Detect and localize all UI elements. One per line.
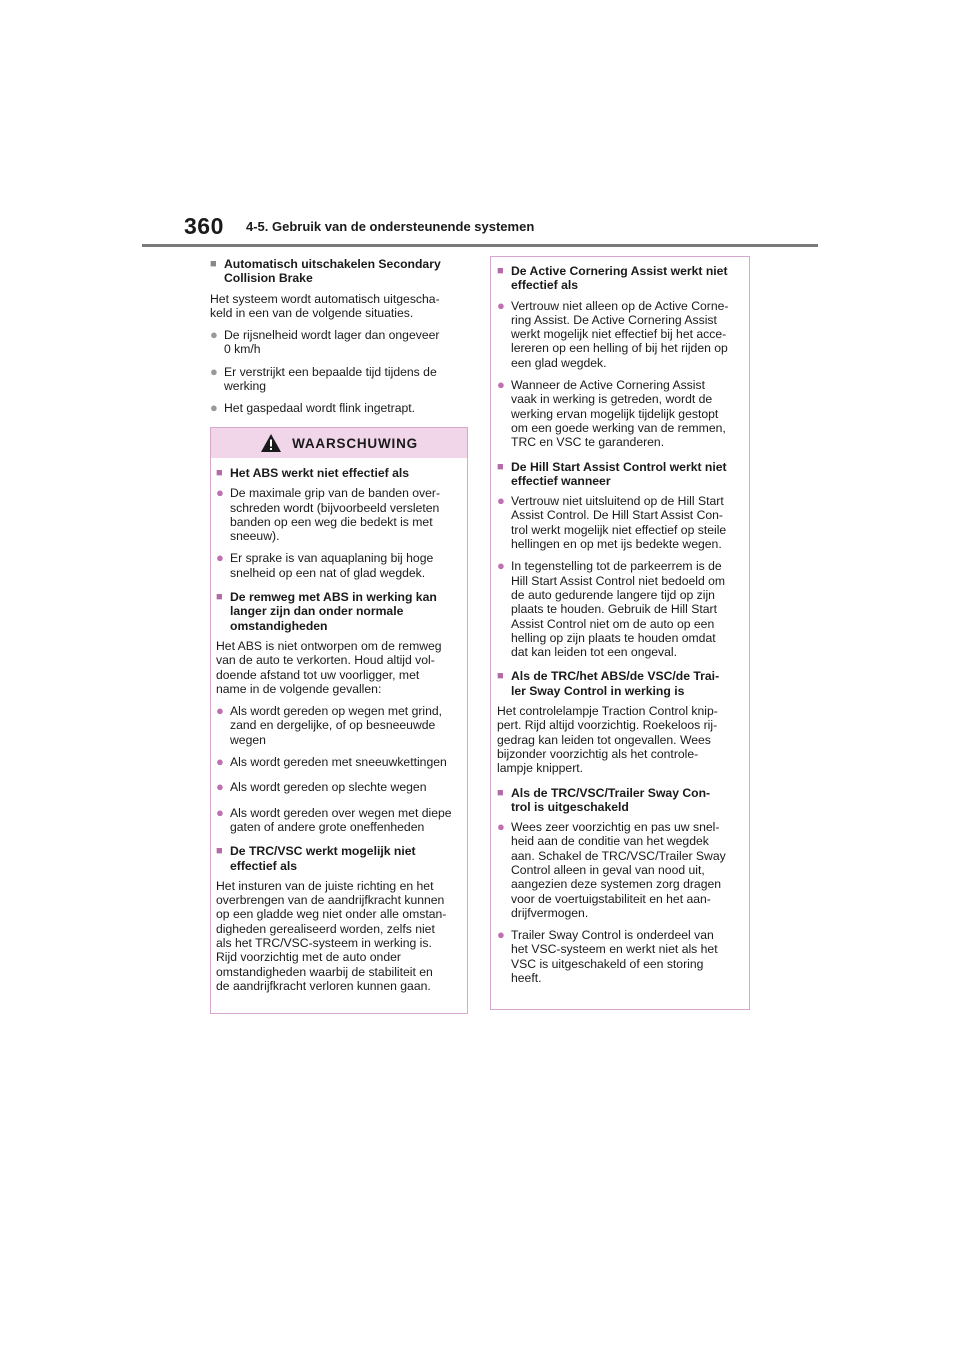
circle-bullet-icon: ● xyxy=(216,703,224,719)
circle-bullet-icon: ● xyxy=(216,779,224,795)
square-bullet-icon: ■ xyxy=(497,786,504,799)
heading-abs-not-effective xyxy=(216,466,462,480)
heading-text: De Active Cornering Assist werkt niet effectief als xyxy=(511,264,728,293)
warning-body xyxy=(211,458,467,993)
square-bullet-icon: ■ xyxy=(216,591,223,604)
square-bullet-icon: ■ xyxy=(497,265,504,277)
heading-text: Als de TRC/het ABS/de VSC/de Trai- ler Sway Control in werking is xyxy=(511,669,720,698)
paragraph: Het ABS is niet ontworpen om de remweg van de auto te verkorten. Houd altijd vol- doende afstand tot uw voorligger, met name in de volgende gevallen: xyxy=(216,638,442,696)
circle-bullet-icon: ● xyxy=(210,363,218,379)
bullet-text: Vertrouw niet alleen op de Active Corne- ring Assist. De Active Cornering Assist werkt mogelijk niet effectief bij het acce- lereren op een helling of bij het rijden op een glad wegdek. xyxy=(511,298,729,370)
right-caution-box xyxy=(490,256,750,1010)
circle-bullet-icon: ● xyxy=(210,400,218,416)
heading-trc-disabled xyxy=(497,786,743,815)
bullet-text: Wanneer de Active Cornering Assist vaak in werking is getreden, wordt de werking ervan mogelijk tijdelijk gestopt om een goede werking van de remmen, TRC en VSC te garanderen. xyxy=(511,378,726,450)
list-item xyxy=(497,820,743,920)
left-column-intro xyxy=(210,257,468,424)
bullet-text: Er verstrijkt een bepaalde tijd tijdens de werking xyxy=(224,364,437,394)
circle-bullet-icon: ● xyxy=(216,754,224,770)
list-item xyxy=(210,328,468,357)
page-number: 360 xyxy=(184,213,224,239)
warning-box xyxy=(210,427,468,1014)
paragraph: Het insturen van de juiste richting en het overbrengen van de aandrijfkracht kunnen op een gladde weg niet onder alle omstan- digheden gerealiseerd worden, zelfs niet als het TRC/VSC-systeem in werking is. Rijd voorzichtig met de auto onder omstandigheden waarbij de stabiliteit en de aandrijfkracht verloren kunnen gaan. xyxy=(216,878,447,993)
bullet-text: Wees zeer voorzichtig en pas uw snel- heid aan de conditie van het wegdek aan. Schakel de TRC/VSC/Trailer Sway Control alleen in geval van nood uit, aangezien deze systemen zorg dragen voor de voertuigstabiliteit en het aan- drijfvermogen. xyxy=(511,820,726,920)
circle-bullet-icon: ● xyxy=(497,927,505,943)
heading-text: De remweg met ABS in werking kan langer zijn dan onder normale omstandigheden xyxy=(230,590,437,633)
bullet-text: Als wordt gereden met sneeuwkettingen xyxy=(230,755,447,770)
heading-trc-vsc xyxy=(216,844,462,873)
circle-bullet-icon: ● xyxy=(497,819,505,835)
right-box-body xyxy=(491,257,749,985)
warning-title: WAARSCHUWING xyxy=(292,435,418,451)
list-item xyxy=(216,551,462,580)
bullet-text: Het gaspedaal wordt flink ingetrapt. xyxy=(224,401,416,416)
intro-paragraph: Het systeem wordt automatisch uitgescha- keld in een van de volgende situaties. xyxy=(210,291,440,320)
warning-header xyxy=(211,428,467,458)
heading-text: Het ABS werkt niet effectief als xyxy=(230,466,410,480)
circle-bullet-icon: ● xyxy=(210,327,218,343)
bullet-text: In tegenstelling tot de parkeerrem is de Hill Start Assist Control niet bedoeld om de auto gedurende langere tijd op zijn plaats te houden. Gebruik de Hill Start Assist Control niet om de auto op een helling op zijn plaats te houden omdat dat kan leiden tot een ongeval. xyxy=(511,559,726,660)
list-item xyxy=(497,494,743,551)
heading-trc-active xyxy=(497,669,743,698)
heading-hill-start xyxy=(497,460,743,489)
square-bullet-icon: ■ xyxy=(497,460,504,473)
bullet-text: De rijsnelheid wordt lager dan ongeveer 0 km/h xyxy=(224,328,440,357)
bullet-text: Als wordt gereden op slechte wegen xyxy=(230,780,427,795)
square-bullet-icon: ■ xyxy=(216,845,223,858)
heading-auto-disable xyxy=(210,257,468,286)
list-item xyxy=(216,755,462,769)
list-item xyxy=(216,704,462,747)
warning-triangle-icon xyxy=(260,433,282,453)
bullet-text: Vertrouw niet uitsluitend op de Hill Start Assist Control. De Hill Start Assist Con- trol werkt mogelijk niet effectief op steile hellingen en op met ijs bedekte wegen. xyxy=(511,494,727,552)
bullet-text: Als wordt gereden over wegen met diepe gaten of andere grote oneffenheden xyxy=(230,805,452,834)
circle-bullet-icon: ● xyxy=(216,804,224,820)
heading-text: De TRC/VSC werkt mogelijk niet effectief als xyxy=(230,844,416,873)
list-item xyxy=(210,365,468,394)
list-item xyxy=(210,401,468,415)
bullet-text: De maximale grip van de banden over- schreden wordt (bijvoorbeeld versleten banden op een weg die bedekt is met sneeuw). xyxy=(230,486,441,544)
list-item xyxy=(497,378,743,449)
list-item xyxy=(216,780,462,794)
circle-bullet-icon: ● xyxy=(497,558,505,574)
square-bullet-icon: ■ xyxy=(216,467,223,479)
heading-text: Automatisch uitschakelen Secondary Collision Brake xyxy=(224,257,441,286)
square-bullet-icon: ■ xyxy=(497,670,504,683)
circle-bullet-icon: ● xyxy=(216,485,224,501)
bullet-text: Als wordt gereden op wegen met grind, zand en dergelijke, of op besneeuwde wegen xyxy=(230,704,443,747)
bullet-text: Er sprake is van aquaplaning bij hoge snelheid op een nat of glad wegdek. xyxy=(230,551,434,580)
header-rule xyxy=(142,244,818,247)
circle-bullet-icon: ● xyxy=(497,377,505,393)
list-item xyxy=(497,559,743,659)
square-bullet-icon: ■ xyxy=(210,258,217,270)
section-title: 4-5. Gebruik van de ondersteunende systemen xyxy=(246,219,535,234)
heading-text: Als de TRC/VSC/Trailer Sway Con- trol is uitgeschakeld xyxy=(511,785,711,814)
paragraph: Het controlelampje Traction Control knip- pert. Rijd altijd voorzichtig. Roekeloos rij- gedrag kan leiden tot ongevallen. Wees bijzonder voorzichtig als het controle- lampje knippert. xyxy=(497,704,718,776)
list-item xyxy=(216,486,462,543)
list-item xyxy=(497,928,743,985)
list-item xyxy=(497,299,743,370)
bullet-text: Trailer Sway Control is onderdeel van het VSC-systeem en werkt niet als het VSC is uitgeschakeld of een storing heeft. xyxy=(511,928,718,986)
heading-active-cornering xyxy=(497,264,743,293)
heading-abs-braking-distance xyxy=(216,590,462,633)
circle-bullet-icon: ● xyxy=(497,297,505,313)
list-item xyxy=(216,806,462,835)
circle-bullet-icon: ● xyxy=(216,550,224,566)
heading-text: De Hill Start Assist Control werkt niet effectief wanneer xyxy=(511,459,727,488)
circle-bullet-icon: ● xyxy=(497,493,505,509)
